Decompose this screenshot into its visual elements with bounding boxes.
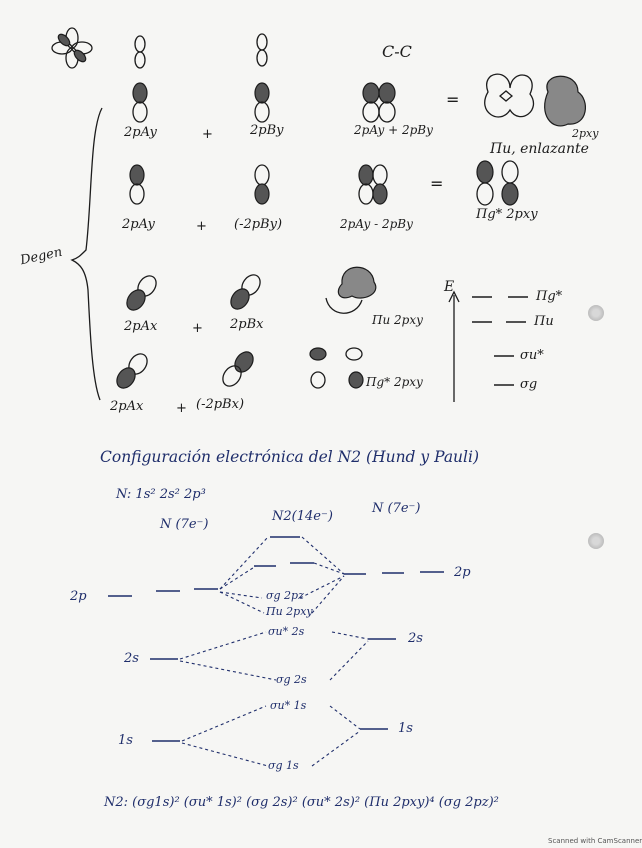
row1-label-b: 2pBy [250, 123, 284, 138]
energy-level-1: Πu [534, 314, 554, 329]
row3-plus: + [192, 321, 203, 336]
mo-diagram-lines [108, 537, 444, 766]
mo-sg-2pz: σg 2pz [266, 589, 304, 602]
config-title: Configuración electrónica del N2 (Hund y Pauli) [100, 448, 480, 466]
pi-u-sub: 2pxy [572, 127, 599, 140]
mo-sg-1s: σg 1s [268, 759, 299, 772]
row4-px-orbitals [113, 348, 363, 392]
row4-label-a: 2pAx [110, 399, 144, 414]
flower-orbital-doodle [52, 28, 92, 68]
mo-piu-2pxy: Πu 2pxy [266, 605, 313, 618]
row3-mo: Πu 2pxy [372, 313, 423, 327]
row4-mo: Πg* 2pxy [366, 375, 423, 389]
row4-plus: + [176, 401, 187, 416]
energy-diagram [449, 292, 528, 402]
left-1s-label: 1s [118, 733, 133, 748]
camscanner-watermark: Scanned with CamScanner [548, 837, 642, 845]
right-2s-label: 2s [408, 631, 423, 646]
row1-p-orbitals [133, 83, 395, 122]
pi-u-label: Πu, enlazante [490, 141, 589, 157]
row2-plus: + [196, 219, 207, 234]
row1-label-a: 2pAy [124, 125, 157, 140]
pi-bonding-shapes [485, 74, 586, 126]
mo-su-1s: σu* 1s [270, 699, 307, 712]
energy-level-3: σg [520, 377, 538, 392]
left-atom-label: N (7e⁻) [160, 517, 209, 532]
right-1s-label: 1s [398, 721, 413, 736]
mo-su-2s: σu* 2s [268, 625, 305, 638]
row1-plus: + [202, 127, 213, 142]
row2-p-orbitals [130, 165, 387, 204]
mo-sg-2s: σg 2s [276, 673, 307, 686]
row3-label-b: 2pBx [230, 317, 264, 332]
energy-level-2: σu* [520, 348, 544, 363]
energy-axis-label: E [444, 279, 455, 295]
row2-diff: 2pAy - 2pBy [340, 217, 413, 231]
row2-label-a: 2pAy [122, 217, 155, 232]
row4-label-b: (-2pBx) [196, 397, 245, 412]
pi-g-label: Πg* 2pxy [476, 207, 538, 222]
right-2p-label: 2p [454, 565, 471, 580]
pi-antibonding-shapes [477, 161, 518, 205]
row3-label-a: 2pAx [124, 319, 158, 334]
equals-sign-1: = [446, 90, 460, 109]
n-config: N: 1s² 2s² 2p³ [116, 487, 206, 502]
right-atom-label: N (7e⁻) [372, 501, 421, 516]
row1-sum: 2pAy + 2pBy [354, 123, 433, 137]
row2-label-b: (-2pBy) [234, 217, 283, 232]
energy-level-0: Πg* [536, 289, 563, 304]
final-configuration: N2: (σg1s)² (σu* 1s)² (σg 2s)² (σu* 2s)² (Πu 2pxy)⁴ (σg 2pz)² [104, 795, 499, 810]
left-2s-label: 2s [124, 651, 139, 666]
equals-sign-2: = [430, 174, 444, 193]
middle-molecule-label: N2(14e⁻) [272, 509, 333, 524]
cc-title: C-C [382, 42, 412, 61]
degen-brace [72, 108, 102, 400]
degen-label: Degen [18, 244, 64, 269]
left-2p-label: 2p [70, 589, 87, 604]
row3-px-orbitals [123, 267, 376, 313]
row1-top-orbitals [135, 34, 267, 68]
